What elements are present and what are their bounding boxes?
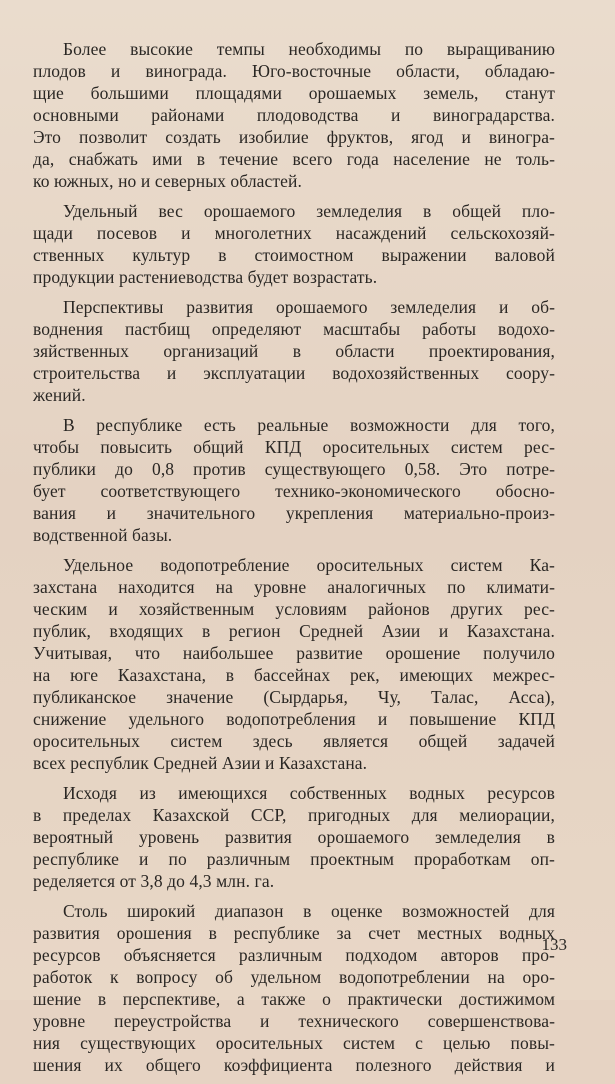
body-text xyxy=(33,38,555,1084)
text-line: развития орошения в республике за счет местных водных xyxy=(33,923,555,943)
text-line: оросительных систем здесь является общей задачей xyxy=(33,731,555,751)
text-line: публиканское значение (Сырдарья, Чу, Талас, Асса), xyxy=(33,687,555,707)
text-line: Учитывая, что наибольшее развитие орошение получило xyxy=(33,643,555,663)
text-line: бует соответствующего технико-экономического обосно- xyxy=(33,481,555,501)
text-line: публики до 0,8 против существующего 0,58. Это потре- xyxy=(33,459,555,479)
page-number: 133 xyxy=(541,935,567,954)
text-line: шение в перспективе, а также о практически достижимом xyxy=(33,989,555,1009)
text-line: вероятный уровень развития орошаемого земледелия в xyxy=(33,827,555,847)
text-line: Исходя из имеющихся собственных водных ресурсов xyxy=(63,783,555,803)
text-line: снижение удельного водопотребления и повышение КПД xyxy=(33,709,555,729)
text-line: всех республик Средней Азии и Казахстана. xyxy=(33,753,368,773)
text-line: республике и по различным проектным проработкам оп- xyxy=(33,849,555,869)
text-line: публик, входящих в регион Средней Азии и Казахстана. xyxy=(33,621,555,641)
text-line: воднения пастбищ определяют масштабы работы водохо- xyxy=(33,319,555,339)
text-line: основными районами плодоводства и виноградарства. xyxy=(33,105,555,125)
text-line: Перспективы развития орошаемого земледелия и об- xyxy=(63,297,555,317)
text-line: Удельное водопотребление оросительных систем Ка- xyxy=(63,555,555,575)
text-line: ческим и хозяйственным условиям районов других рес- xyxy=(33,599,555,619)
paragraph xyxy=(33,200,555,288)
text-line: щие большими площадями орошаемых земель, станут xyxy=(33,83,555,103)
text-line: строительства и эксплуатации водохозяйственных соору- xyxy=(33,363,555,383)
text-line: ресурсов объясняется различным подходом авторов про- xyxy=(33,945,555,965)
text-line: ко южных, но и северных областей. xyxy=(33,171,302,191)
text-line: плодов и винограда. Юго-восточные области, обладаю- xyxy=(33,61,555,81)
paragraph xyxy=(33,296,555,406)
text-line: щади посевов и многолетних насаждений сельскохозяй- xyxy=(33,223,555,243)
text-line: продукции растениеводства будет возрастать. xyxy=(33,267,378,287)
text-line: работок к вопросу об удельном водопотреблении на оро- xyxy=(33,967,555,987)
text-line: Это позволит создать изобилие фруктов, ягод и виногра- xyxy=(33,127,555,147)
text-line: в пределах Казахской ССР, пригодных для мелиорации, xyxy=(33,805,555,825)
text-line: зяйственных организаций в области проектирования, xyxy=(33,341,555,361)
text-line: ственных культур в стоимостном выражении валовой xyxy=(33,245,555,265)
text-line: В республике есть реальные возможности для того, xyxy=(63,415,555,435)
text-line: ределяется от 3,8 до 4,3 млн. га. xyxy=(33,871,275,891)
paragraph xyxy=(33,414,555,546)
text-line: уровне переустройства и технического совершенствова- xyxy=(33,1011,555,1031)
text-line: вания и значительного укрепления материально-произ- xyxy=(33,503,555,523)
text-line: чтобы повысить общий КПД оросительных систем рес- xyxy=(33,437,555,457)
text-line: Более высокие темпы необходимы по выращиванию xyxy=(63,39,555,59)
paragraph xyxy=(33,38,555,192)
text-line: шения их общего коэффициента полезного действия и xyxy=(33,1055,555,1075)
text-line: Удельный вес орошаемого земледелия в общей пло- xyxy=(63,201,555,221)
text-line: на юге Казахстана, в бассейнах рек, имеющих межрес- xyxy=(33,665,555,685)
paragraph xyxy=(33,900,555,1076)
paragraph xyxy=(33,782,555,892)
text-line: жений. xyxy=(33,385,86,405)
text-line: водственной базы. xyxy=(33,525,173,545)
text-line: да, снабжать ими в течение всего года население не толь- xyxy=(33,149,555,169)
text-line: Столь широкий диапазон в оценке возможностей для xyxy=(63,901,555,921)
text-line: ния существующих оросительных систем с целью повы- xyxy=(33,1033,555,1053)
text-line: захстана находится на уровне аналогичных по климати- xyxy=(33,577,555,597)
paragraph xyxy=(33,554,555,774)
